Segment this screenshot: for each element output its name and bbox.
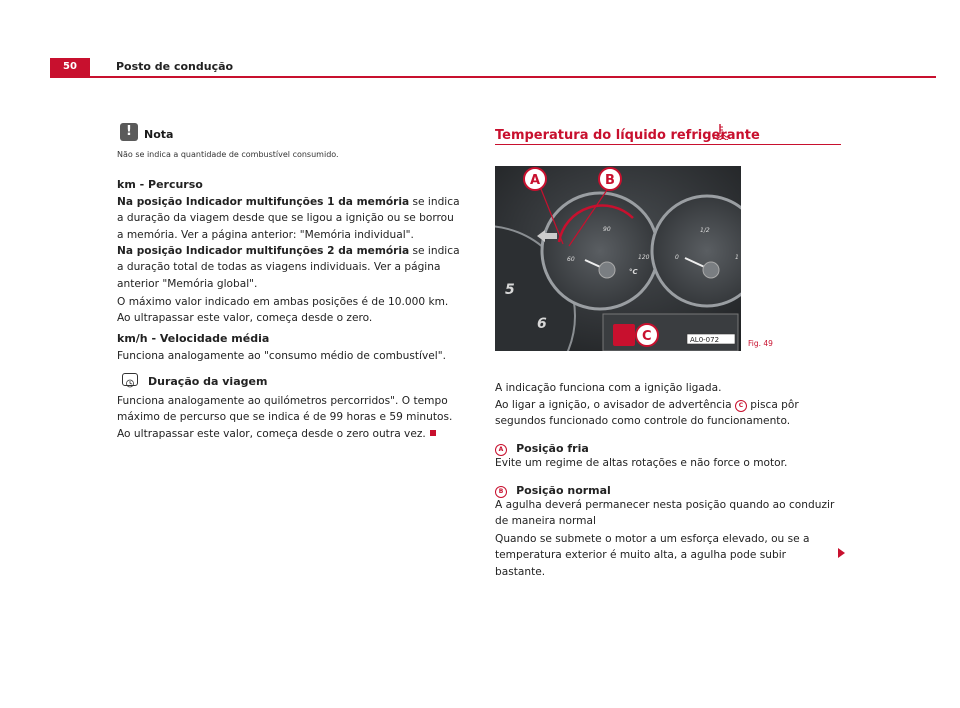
callout-c-label: C — [642, 329, 652, 344]
paragraph-memory-1 — [117, 194, 463, 243]
clock-icon — [122, 373, 138, 386]
callout-a-label: A — [530, 173, 541, 188]
paragraph-warning-lamp-text-b: pisca pôr segundos funcionado como controle do funcionamento. — [495, 399, 799, 428]
note-text: Não se indica a quantidade de combustível consumido. — [117, 150, 339, 159]
kmh-heading: km/h - Velocidade média — [117, 332, 270, 345]
paragraph-warning-lamp — [495, 397, 841, 430]
figure-code: AL0-072 — [690, 336, 720, 344]
paragraph-average-speed: Funciona analogamente ao "consumo médio de combustível". — [117, 350, 446, 362]
normal-position-text-2: Quando se submete o motor a um esforça elevado, ou se a temperatura exterior é muito alta, a agulha pode subir bastante. — [495, 533, 810, 578]
header-rule — [50, 76, 936, 78]
normal-position-heading: Posição normal — [516, 484, 611, 497]
paragraph-memory-1-text: se indica a duração da viagem desde que se ligou a ignição ou se borrou a memória. Ver a página anterior: "Memória individual". — [117, 196, 460, 241]
fuel-label-1: 1 — [735, 254, 739, 261]
temp-label-120: 120 — [638, 254, 650, 261]
continue-arrow-icon — [838, 548, 845, 558]
inline-callout-b: B — [495, 486, 507, 498]
paragraph-ignition: A indicação funciona com a ignição ligada. — [495, 382, 722, 394]
temperature-needle-hub — [599, 262, 615, 278]
fuel-needle-hub — [703, 262, 719, 278]
section-rule — [495, 144, 841, 145]
normal-position-heading-row — [495, 479, 611, 498]
paragraph-duration — [117, 393, 463, 442]
end-mark-icon — [430, 430, 436, 436]
temp-unit-label: °C — [629, 268, 638, 276]
note-icon: ! — [120, 123, 138, 141]
km-heading: km - Percurso — [117, 178, 203, 191]
figure-caption: Fig. 49 — [748, 339, 773, 348]
section-title: Temperatura do líquido refrigerante — [495, 128, 760, 143]
cold-position-heading: Posição fria — [516, 442, 589, 455]
inline-callout-c: C — [735, 400, 747, 412]
cold-position-text: Evite um regime de altas rotações e não force o motor. — [495, 457, 788, 469]
paragraph-warning-lamp-text-a: Ao ligar a ignição, o avisador de advertência — [495, 399, 735, 411]
coolant-thermometer-icon — [712, 122, 728, 140]
paragraph-memory-1-bold: Na posição Indicador multifunções 1 da memória — [117, 196, 410, 208]
paragraph-max-value: O máximo valor indicado em ambas posições é de 10.000 km. Ao ultrapassar este valor, começa desde o zero. — [117, 296, 449, 325]
paragraph-memory-2-text: se indica a duração total de todas as viagens individuais. Ver a página anterior "Memória global". — [117, 245, 460, 290]
callout-b-label: B — [605, 173, 615, 188]
coolant-warning-lamp-icon — [613, 324, 635, 346]
temp-label-60: 60 — [567, 256, 575, 263]
page-header-title: Posto de condução — [116, 60, 234, 73]
paragraph-duration-text: Funciona analogamente ao quilómetros percorridos". O tempo máximo de percurso que se indica é de 99 horas e 59 minutos. Ao ultrapassar este valor, começa desde o zero outra vez. — [117, 395, 453, 440]
fuel-label-0: 0 — [675, 254, 679, 261]
instrument-cluster-figure — [495, 166, 741, 351]
cold-position-heading-row — [495, 437, 589, 456]
paragraph-memory-2 — [117, 243, 463, 292]
speedo-number-6: 6 — [537, 316, 547, 332]
temperature-gauge — [542, 193, 658, 309]
note-title: Nota — [144, 128, 174, 141]
duration-heading: Duração da viagem — [148, 375, 268, 388]
temp-label-90: 90 — [603, 226, 611, 233]
speedo-number-5: 5 — [505, 282, 515, 298]
fuel-label-half: 1/2 — [700, 227, 710, 234]
paragraph-memory-2-bold: Na posição Indicador multifunções 2 da memória — [117, 245, 410, 257]
normal-position-text: A agulha deverá permanecer nesta posição quando ao conduzir de maneira normal — [495, 499, 835, 528]
inline-callout-a: A — [495, 444, 507, 456]
page-number: 50 — [50, 58, 90, 76]
